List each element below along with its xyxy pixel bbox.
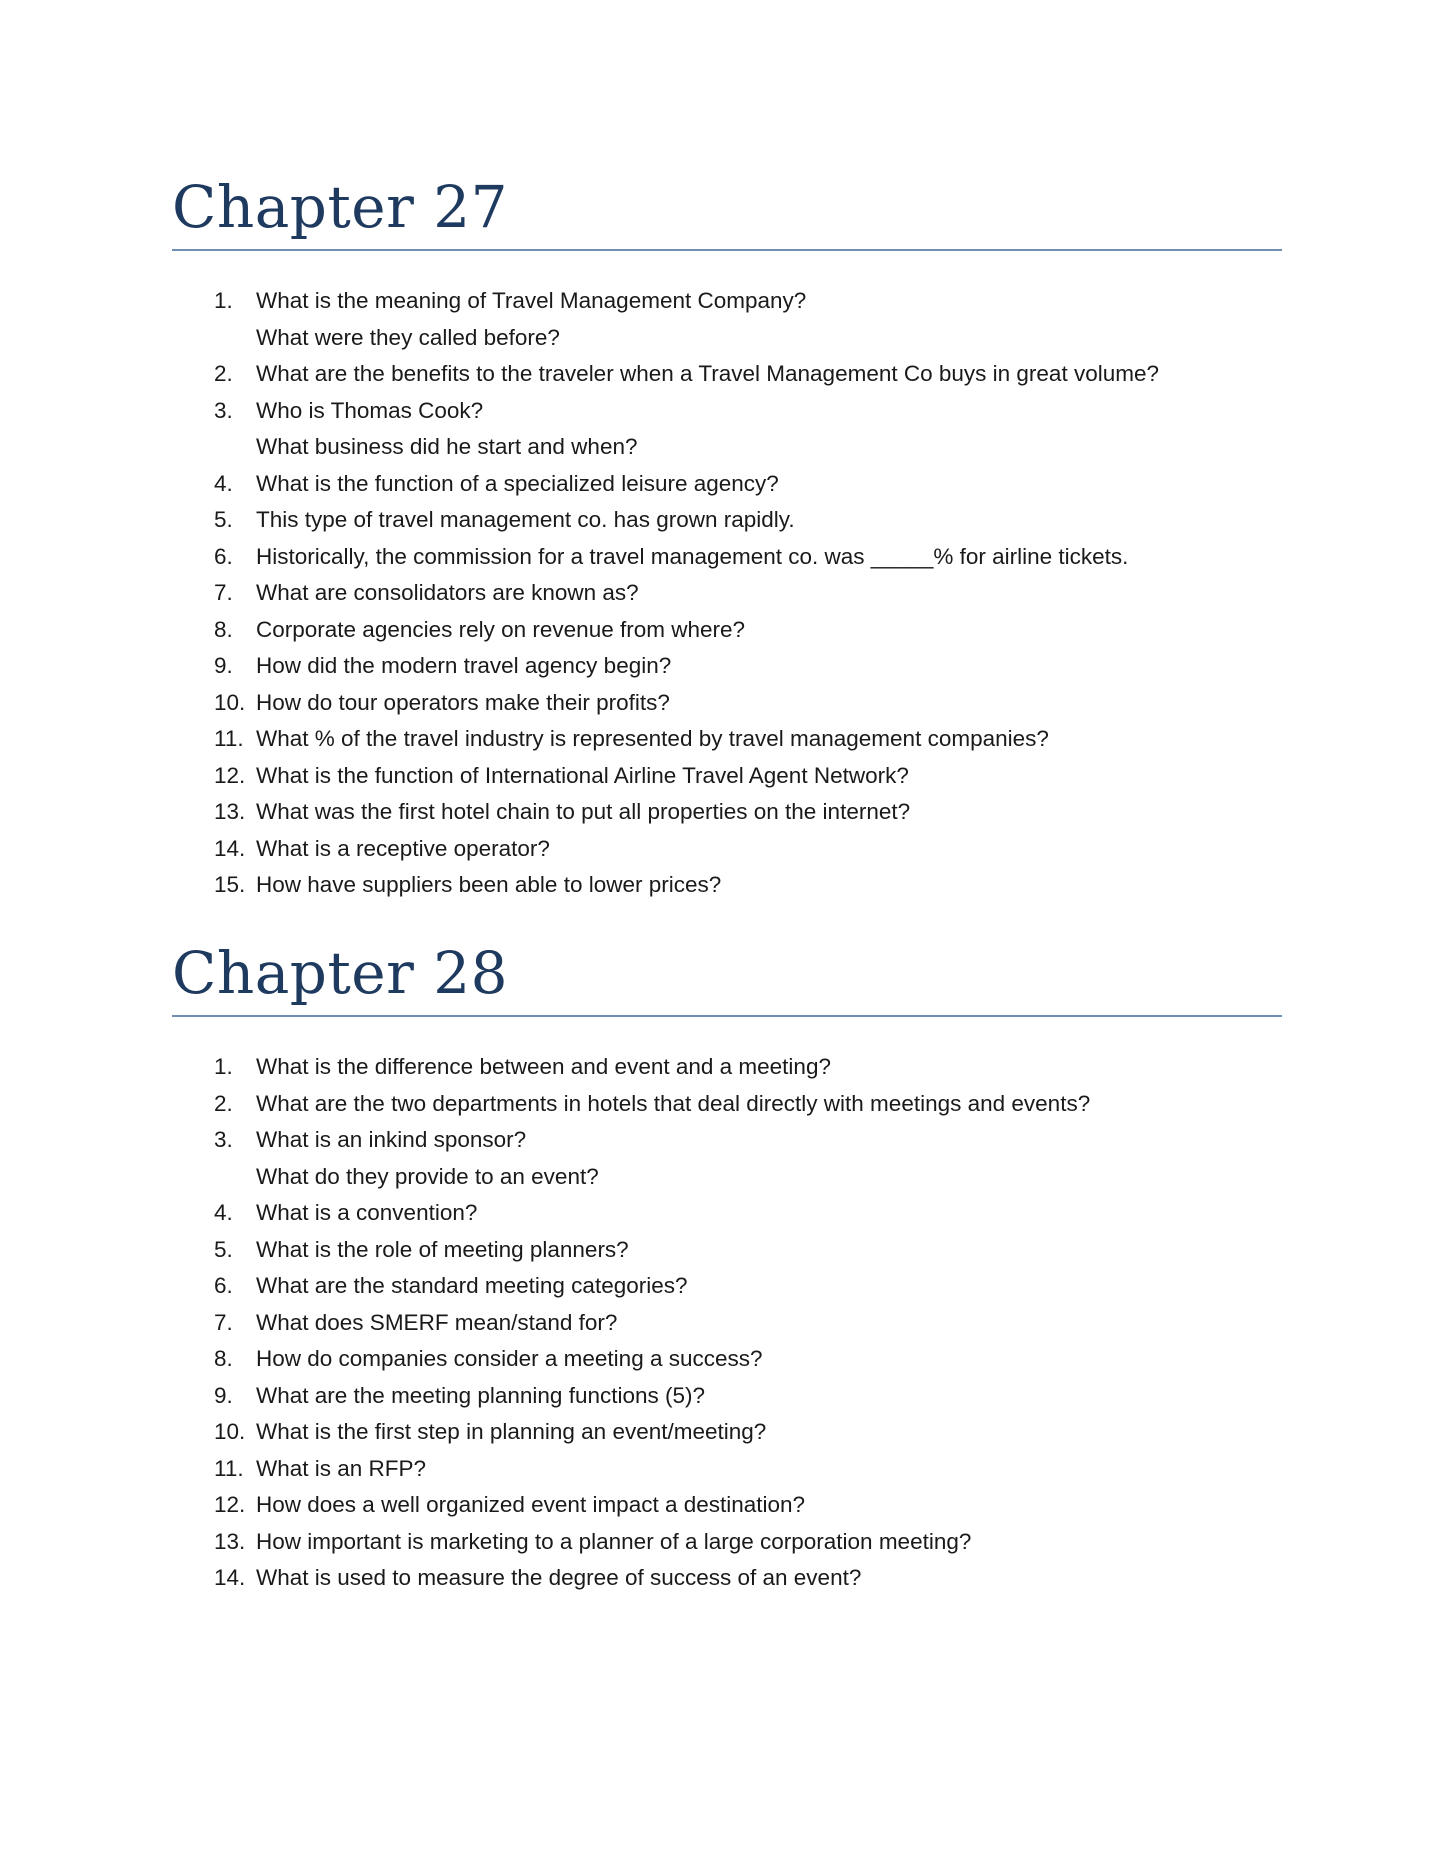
question-text: What % of the travel industry is represented by travel management companies? xyxy=(256,726,1049,751)
question-text: What is the difference between and event and a meeting? xyxy=(256,1054,831,1079)
question-number: 10. xyxy=(214,1419,246,1444)
title-underline xyxy=(172,1015,1282,1017)
question-number: 3. xyxy=(214,1127,233,1152)
question-text: What does SMERF mean/stand for? xyxy=(256,1309,618,1335)
question-number: 7. xyxy=(214,1309,233,1335)
question-item xyxy=(172,685,1282,722)
question-item xyxy=(172,393,1282,466)
question-item xyxy=(172,1049,1282,1086)
question-text: What are consolidators are known as? xyxy=(256,580,639,605)
question-number: 12. xyxy=(214,762,246,788)
question-text: What is used to measure the degree of success of an event? xyxy=(256,1565,862,1590)
question-item xyxy=(172,1305,1282,1342)
question-item xyxy=(172,1122,1282,1195)
chapter-27-section xyxy=(172,173,1282,904)
question-number: 4. xyxy=(214,1200,233,1225)
question-item xyxy=(172,721,1282,758)
question-item xyxy=(172,831,1282,868)
question-item xyxy=(172,1341,1282,1378)
question-item xyxy=(172,1378,1282,1415)
question-number: 11. xyxy=(214,1455,244,1481)
question-number: 9. xyxy=(214,653,233,678)
question-item xyxy=(172,1560,1282,1597)
question-list xyxy=(172,283,1282,904)
question-text: What is the function of a specialized leisure agency? xyxy=(256,470,779,496)
question-text: What is a receptive operator? xyxy=(256,835,550,861)
question-text: What business did he start and when? xyxy=(256,434,638,459)
question-number: 14. xyxy=(214,1565,246,1590)
question-number: 1. xyxy=(214,288,233,313)
question-text: What is an RFP? xyxy=(256,1455,427,1481)
question-number: 15. xyxy=(214,872,246,897)
title-underline xyxy=(172,249,1282,251)
question-text: How does a well organized event impact a destination? xyxy=(256,1492,806,1517)
question-number: 11. xyxy=(214,726,244,751)
question-text: Historically, the commission for a travel management co. was _____% for airline tickets. xyxy=(256,543,1129,569)
question-text: What is a convention? xyxy=(256,1200,478,1225)
question-text: This type of travel management co. has grown rapidly. xyxy=(256,507,795,532)
question-number: 3. xyxy=(214,397,233,423)
question-item xyxy=(172,867,1282,904)
question-text: What were they called before? xyxy=(256,324,560,350)
question-item xyxy=(172,539,1282,576)
question-text: How do companies consider a meeting a success? xyxy=(256,1346,763,1371)
question-number: 6. xyxy=(214,1273,233,1298)
question-text: What is the first step in planning an event/meeting? xyxy=(256,1419,767,1444)
question-text: How did the modern travel agency begin? xyxy=(256,653,672,678)
question-item xyxy=(172,612,1282,649)
question-number: 7. xyxy=(214,580,233,605)
question-text: What was the first hotel chain to put all properties on the internet? xyxy=(256,799,911,824)
question-text: What are the meeting planning functions (5)? xyxy=(256,1382,706,1408)
question-item xyxy=(172,283,1282,356)
question-item xyxy=(172,1232,1282,1269)
question-text: What do they provide to an event? xyxy=(256,1163,599,1189)
question-item xyxy=(172,502,1282,539)
question-text: How have suppliers been able to lower prices? xyxy=(256,872,722,897)
question-list xyxy=(172,1049,1282,1597)
chapter-title: Chapter 27 xyxy=(172,173,509,241)
question-item xyxy=(172,1086,1282,1123)
question-item xyxy=(172,1414,1282,1451)
question-item xyxy=(172,1524,1282,1561)
question-text: What is the meaning of Travel Management Company? xyxy=(256,288,807,313)
question-number: 2. xyxy=(214,1090,233,1116)
question-item xyxy=(172,1195,1282,1232)
question-number: 5. xyxy=(214,507,233,532)
question-item xyxy=(172,648,1282,685)
question-item xyxy=(172,356,1282,393)
question-text: What is an inkind sponsor? xyxy=(256,1127,527,1152)
question-text: What are the standard meeting categories? xyxy=(256,1273,688,1298)
question-number: 13. xyxy=(214,799,246,824)
chapter-title: Chapter 28 xyxy=(172,939,509,1007)
question-item xyxy=(172,466,1282,503)
question-text: Who is Thomas Cook? xyxy=(256,397,484,423)
question-number: 6. xyxy=(214,543,233,569)
question-number: 13. xyxy=(214,1528,246,1554)
question-item xyxy=(172,794,1282,831)
question-item xyxy=(172,1487,1282,1524)
chapter-28-section xyxy=(172,939,1282,1597)
question-number: 9. xyxy=(214,1382,233,1408)
question-number: 8. xyxy=(214,1346,233,1371)
question-number: 14. xyxy=(214,835,246,861)
question-text: How important is marketing to a planner of a large corporation meeting? xyxy=(256,1528,972,1554)
question-text: What is the role of meeting planners? xyxy=(256,1236,629,1262)
question-number: 12. xyxy=(214,1492,246,1517)
question-item xyxy=(172,1451,1282,1488)
question-number: 2. xyxy=(214,361,233,386)
question-item xyxy=(172,575,1282,612)
question-number: 5. xyxy=(214,1236,233,1262)
question-number: 10. xyxy=(214,689,246,715)
question-text: What are the benefits to the traveler when a Travel Management Co buys in great volume? xyxy=(256,361,1159,386)
question-text: How do tour operators make their profits? xyxy=(256,689,670,715)
question-item xyxy=(172,758,1282,795)
question-text: What are the two departments in hotels that deal directly with meetings and events? xyxy=(256,1090,1091,1116)
question-number: 4. xyxy=(214,470,233,496)
question-number: 1. xyxy=(214,1054,233,1079)
question-number: 8. xyxy=(214,616,233,642)
question-text: Corporate agencies rely on revenue from where? xyxy=(256,616,746,642)
question-item xyxy=(172,1268,1282,1305)
question-text: What is the function of International Airline Travel Agent Network? xyxy=(256,762,909,788)
